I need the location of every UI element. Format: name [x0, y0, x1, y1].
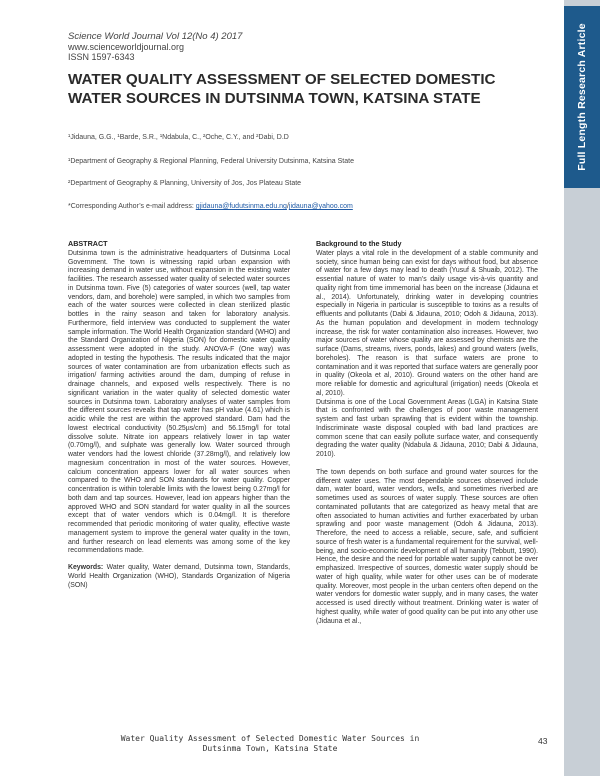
paper-title-line-1: WATER QUALITY ASSESSMENT OF SELECTED DOMESTIC [68, 71, 496, 88]
abstract-heading: ABSTRACT [68, 239, 108, 248]
paper-title [68, 70, 538, 108]
background-paragraph-2: Dutsinma is one of the Local Government Areas (LGA) in Katsina State that is confronted with the challenges of poor waste management system and fast urban sprawling that is evident within the township. Indiscriminate waste disposal coupled with bad land practices are common scene that can easily pollute surface water, and consequently degrading the water quality (Ndabula & Jidauna, 2010; Dabi & Jidauna, 2010). [316, 398, 538, 458]
background-paragraph-1: Water plays a vital role in the development of a stable community and society, since human being can exist for days without food, but absence of water for a few days may lead to death (Yusuf & Shuaib, 2012). The essential nature of water to man’s daily usage vis-à-vis quantity and quality right from time immemorial has been on the increase (Jidauna et al., 2014). Unfortunately, drinking water in developing countries especially in Nigeria in particular is susceptible to toxins as a results of effluents and pollutants (Dabi & Jidauna, 2010; Odoh & Jidauna, 2013). As the human population and development in modern technology increase, the risk for water contamination also increases. However, two major sources of water whose quality are assessed by chemists are the surface (Dams, streams, rivers, ponds, lakes) and ground waters (wells, boreholes). The reason is that surface waters are prone to contamination and it was reported that surface waters are generally poor in quality (Okeola et al, 2010). Ground waters on the other hand are more reliable for domestic and agricultural (irrigation) needs (Okeola et al, 2010). [316, 249, 538, 397]
article-type-tab [564, 6, 600, 188]
email-link-1[interactable]: gjidauna@fudutsinma.edu.ng [195, 203, 287, 210]
paper-title-line-2: WATER SOURCES IN DUTSINMA TOWN, KATSINA STATE [68, 90, 481, 107]
background-column [316, 240, 538, 626]
corresponding-author [68, 203, 353, 210]
author-list: ¹Jidauna, G.G., ¹Barde, S.R., ¹Ndabula, C., ²Oche, C.Y., and ²Dabi, D.D [68, 134, 289, 141]
affiliation-2: ²Department of Geography & Planning, University of Jos, Jos Plateau State [68, 180, 302, 187]
footer-line-2: Dutsinma Town, Katsina State [202, 744, 338, 753]
journal-issn: ISSN 1597-6343 [68, 52, 135, 62]
running-footer [90, 734, 450, 754]
page-number: 43 [538, 736, 548, 746]
keywords-text: Water quality, Water demand, Dutsinma town, Standards, World Health Organization (WHO), Standards Organization of Nigeria (SON) [68, 564, 290, 589]
background-paragraph-3: The town depends on both surface and ground water sources for the different water uses. The most dependable sources observed include dam, water board, water vendors, wells, and sometimes riverbed are sometimes used as sources of water supply. These sources are often contaminated pollutants that are categorized as heavy metal that are often associated to human activities and further exacerbated by urban sprawling and poor waste management (Odoh & Jidauna, 2013). Therefore, the need to access a reliable, secure, safe, and sufficient source of fresh water is a fundamental requirement for the survival, well-being, and socio-economic development of all humanity (Tebbutt, 1990). Hence, the desire and the need for portable water supply cannot be over emphasized. Irrespective of sources, domestic water supply should be water of high quality, while water for other uses can be of moderate quality. Moreover, most people in the urban centers often depend on the water vendors for domestic water supply, and in many cases, the water accessed is used directly without treatment. Drinking water is water of highest quality, while water of good quality can be put into any other use (Jidauna et al., [316, 468, 538, 625]
journal-url: www.scienceworldjournal.org [68, 42, 185, 52]
affiliation-1: ¹Department of Geography & Regional Planning, Federal University Dutsinma, Katsina State [68, 158, 354, 165]
background-heading: Background to the Study [316, 239, 402, 248]
abstract-column [68, 240, 290, 590]
email-separator: / [286, 203, 289, 210]
journal-header [68, 32, 242, 62]
footer-line-1: Water Quality Assessment of Selected Domestic Water Sources in [120, 734, 420, 743]
corresponding-label: *Corresponding Author’s e-mail address: [68, 203, 194, 210]
keywords [68, 564, 290, 590]
keywords-label: Keywords: [68, 564, 104, 571]
article-type-label: Full Length Research Article [576, 23, 588, 171]
email-link-2[interactable]: jidauna@yahoo.com [288, 203, 353, 210]
abstract-text: Dutsinma town is the administrative headquarters of Dutsinma Local Government. The town is witnessing rapid urban expansion with increasing demand in water use, without expansion in the existing water facilities. The research assessed water quality of selected water sources in Dutsinma town. Five (5) categories of water sources (well, tap water vendors, dam, and borehole) were sampled, in which two samples from each of the water sources were collected in clean sterilized plastic bottles in the rainy season and taken for laboratory analysis. Furthermore, field interview was conducted to supplement the water sample information. The World Health Organization standard (WHO) and the Standard Organization of Nigeria (SON) for domestic water quality assessment were adopted in the study. ANOVA-F (One way) was adopted in testing the hypothesis. The results indicated that the major sources of water contamination are from urbanization effects such as irrigation/ farming activities around the dam, dumping of refuse in drainage channels, and exposed wells respectively. There is no significant variation in the water quality of selected domestic water sources in Dutsinma town. Laboratory analyses of water samples from the different sources reveals that tap water has pH value (4.61) which is acidic while the rest are within the approved standard. Dam had the lowest electrical conductivity (50.25µs/cm) and 56.15mg/l for total dissolve solute. Nitrate ion appears relatively lower in tap water (0.70mg/l), and sulphate was generally low. Water sourced through water vendors had the lowest chloride (37.28mg/l), and relatively low magnesium concentration in most of the water sources. However, calcium concentration appears lower for all water sources when compared to the WHO and SON standards for water quality. Copper concentration is within tolerable limits with the lowest being 0.27mg/l for both dam and tap sources. However, lead ion appears higher than the approved WHO and SON standard for water quality in all the sources except that of water vendors which is 0.04mg/l. It is therefore recommended that periodic monitoring of water quality, effective waste management system to improve the general water quality in the town, and further research on lead elements was among some of the key recommendations made. [68, 249, 290, 555]
journal-name: Science World Journal Vol 12(No 4) 2017 [68, 31, 243, 42]
